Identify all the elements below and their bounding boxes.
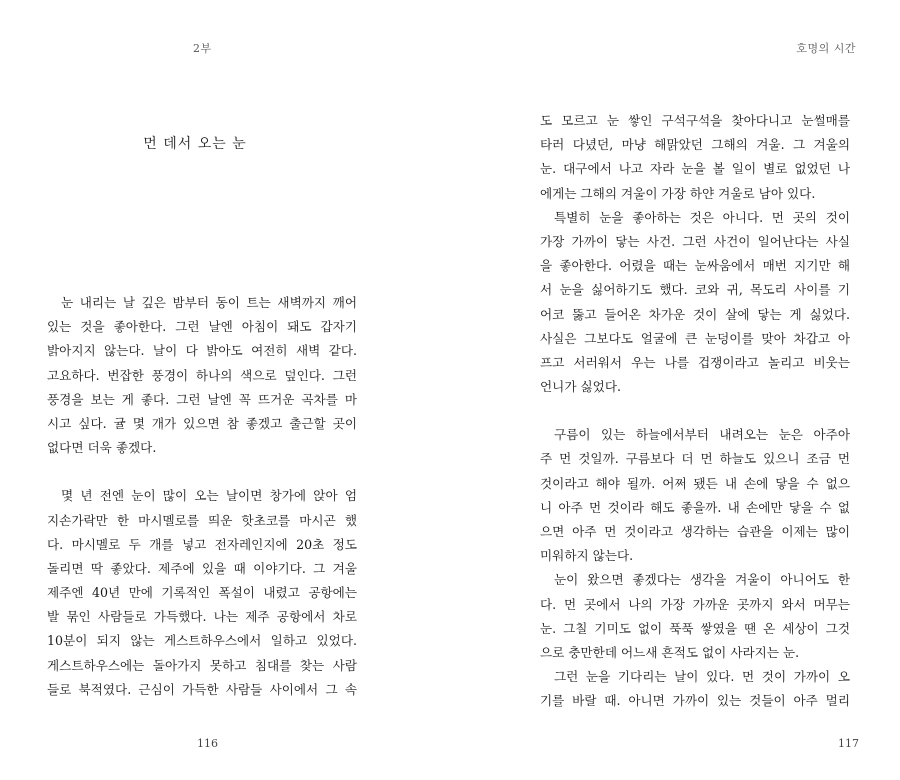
page-number-left: 116 (197, 737, 218, 750)
text-line: 다. 마시멜로 두 개를 넣고 전자레인지에 20초 정도 (47, 536, 357, 552)
text-line: 눈이 왔으면 좋겠다는 생각을 겨울이 아니어도 한 (554, 572, 850, 588)
text-line: 기를 바랄 때. 아니면 가까이 있는 것들이 아주 멀리 (540, 693, 850, 709)
text-line: 도 모르고 눈 쌓인 구석구석을 찾아다니고 눈썰매를 (540, 113, 850, 128)
paragraph (47, 484, 357, 702)
text-line: 시고 싶다. 귤 몇 개가 있으면 참 좋겠고 출근할 곳이 (47, 415, 357, 431)
right-page (450, 0, 900, 780)
text-line: 돌리면 딱 좋았다. 제주에 있을 때 이야기다. 그 겨울 (47, 560, 357, 576)
text-line: 언니가 싫었다. (540, 379, 621, 395)
paragraph (540, 109, 850, 206)
text-line: 서 눈을 싫어하기도 했다. 코와 귀, 목도리 사이를 기 (540, 282, 850, 298)
running-header-right: 호명의 시간 (796, 42, 856, 55)
right-body-text (540, 109, 850, 714)
text-line: 다. 먼 곳에서 나의 가장 가까운 곳까지 와서 머무는 (540, 596, 850, 612)
text-line: 게스트하우스에는 돌아가지 못하고 침대를 찾는 사람 (47, 657, 357, 673)
text-line: 눈. 대구에서 나고 자라 눈을 볼 일이 별로 없었던 나 (540, 161, 850, 177)
text-line: 타러 다녔던, 마냥 해맑았던 그해의 겨울. 그 겨울의 (540, 137, 850, 153)
text-line: 미워하지 않는다. (540, 548, 634, 564)
text-line: 지손가락만 한 마시멜로를 띄운 핫초코를 마시곤 했 (47, 512, 357, 528)
text-line: 것이라고 해야 될까. 어쩌 됐든 내 손에 닿을 수 없으 (540, 475, 850, 491)
text-line: 으로 충만한데 어느새 흔적도 없이 사라지는 눈. (540, 644, 800, 660)
paragraph (540, 665, 850, 713)
paragraph (47, 291, 357, 460)
text-line: 프고 서러워서 우는 나를 겁쟁이라고 놀리고 비웃는 (540, 354, 850, 370)
paragraph-gap (47, 460, 357, 484)
text-line: 니 아주 먼 것이라 해도 좋을까. 내 손에만 닿을 수 없 (540, 499, 850, 515)
paragraph (540, 423, 850, 568)
paragraph (540, 206, 850, 400)
text-line: 으면 아주 먼 것이라고 생각하는 습관을 이제는 많이 (540, 524, 850, 539)
text-line: 어코 뚫고 들어온 차가운 것이 살에 닿는 게 싫었다. (540, 306, 850, 322)
text-line: 눈. 그칠 기미도 없이 푹푹 쌓였을 땐 온 세상이 그것 (540, 620, 850, 636)
text-line: 고요하다. 번잡한 풍경이 하나의 색으로 덮인다. 그런 (47, 367, 357, 383)
text-line: 구름이 있는 하늘에서부터 내려오는 눈은 아주아 (554, 427, 850, 443)
paragraph (540, 568, 850, 665)
text-line: 풍경을 보는 게 좋다. 그런 날엔 꼭 뜨거운 곡차를 마 (47, 391, 357, 407)
text-line: 제주엔 40년 만에 기록적인 폭설이 내렸고 공항에는 (47, 585, 357, 601)
text-line: 을 좋아한다. 어렸을 때는 눈싸움에서 매번 지기만 해 (540, 258, 850, 274)
text-line: 눈 내리는 날 깊은 밤부터 동이 트는 새벽까지 깨어 (61, 295, 357, 310)
text-line: 10분이 되지 않는 게스트하우스에서 일하고 있었다. (47, 633, 357, 649)
text-line: 특별히 눈을 좋아하는 것은 아니다. 먼 곳의 것이 (554, 209, 850, 225)
text-line: 밝아지지 않는다. 날이 다 밝아도 여전히 새벽 같다. (47, 343, 357, 359)
running-header-left: 2부 (193, 42, 212, 55)
text-line: 있는 것을 좋아한다. 그런 날엔 아침이 돼도 갑자기 (47, 319, 357, 335)
text-line: 가장 가까이 닿는 사건. 그런 사건이 일어난다는 사실 (540, 233, 850, 249)
paragraph-gap (540, 399, 850, 423)
text-line: 들로 북적였다. 근심이 가득한 사람들 사이에서 그 속 (47, 681, 357, 697)
text-line: 그런 눈을 기다리는 날이 있다. 먼 것이 가까이 오 (554, 669, 850, 685)
text-line: 에게는 그해의 겨울이 가장 하얀 겨울로 남아 있다. (540, 185, 816, 201)
chapter-title: 먼 데서 오는 눈 (143, 136, 247, 152)
text-line: 없다면 더욱 좋겠다. (47, 440, 157, 456)
text-line: 주 먼 것일까. 구름보다 더 먼 하늘도 있으니 조금 먼 (540, 451, 850, 467)
left-body-text (47, 291, 357, 702)
text-line: 몇 년 전엔 눈이 많이 오는 날이면 창가에 앉아 엄 (61, 488, 357, 504)
page-number-right: 117 (838, 737, 859, 750)
text-line: 사실은 그보다도 얼굴에 큰 눈덩이를 맞아 차갑고 아 (540, 330, 850, 346)
text-line: 발 묶인 사람들로 가득했다. 나는 제주 공항에서 차로 (47, 609, 357, 625)
